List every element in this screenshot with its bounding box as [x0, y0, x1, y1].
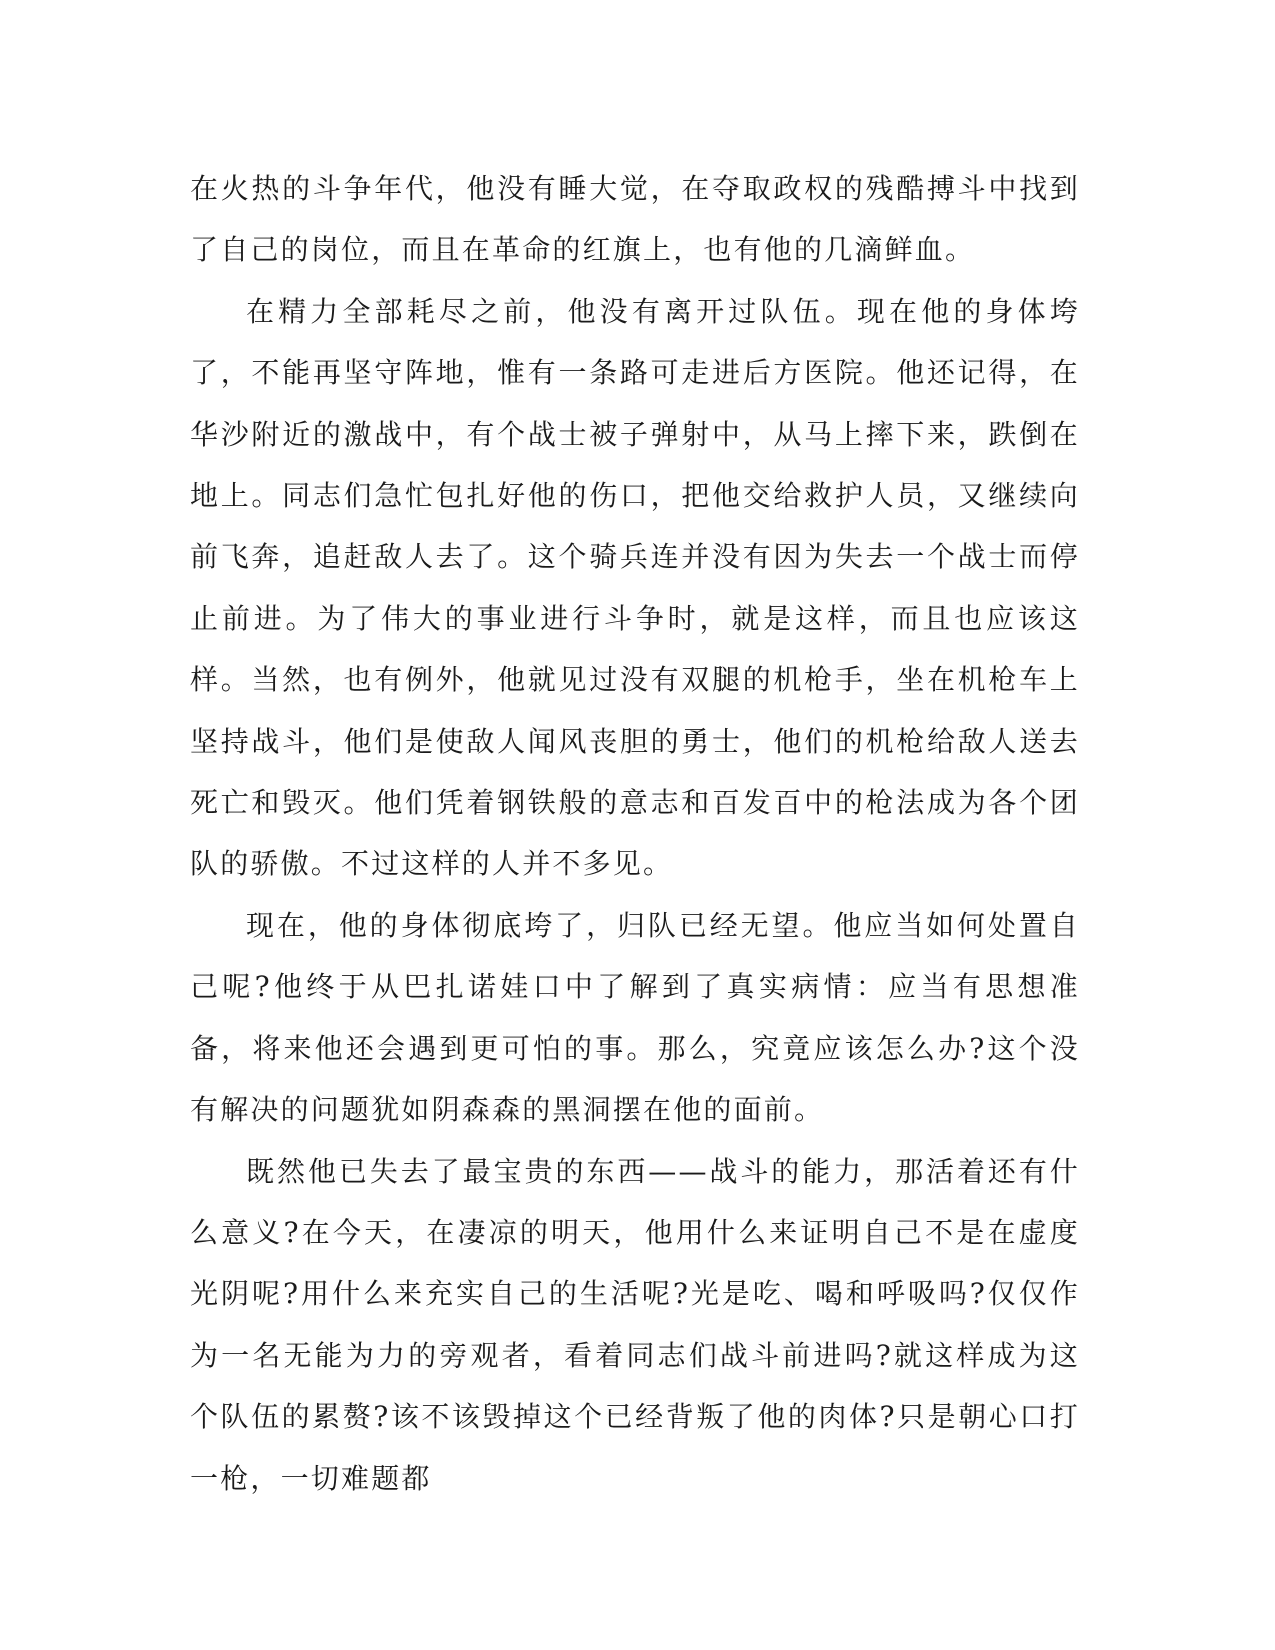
paragraph-3: 现在，他的身体彻底垮了，归队已经无望。他应当如何处置自己呢?他终于从巴扎诺娃口中了解到了真实病情：应当有思想准备，将来他还会遇到更可怕的事。那么，究竟应该怎么办?这个没有解决的问题犹如阴森森的黑洞摆在他的面前。 — [190, 908, 1080, 1127]
body-text — [190, 158, 1080, 1509]
paragraph-2: 在精力全部耗尽之前，他没有离开过队伍。现在他的身体垮了，不能再坚守阵地，惟有一条路可走进后方医院。他还记得，在华沙附近的激战中，有个战士被子弹射中，从马上摔下来，跌倒在地上。同志们急忙包扎好他的伤口，把他交给救护人员，又继续向前飞奔，追赶敌人去了。这个骑兵连并没有因为失去一个战士而停止前进。为了伟大的事业进行斗争时，就是这样，而且也应该这样。当然，也有例外，他就见过没有双腿的机枪手，坐在机枪车上坚持战斗，他们是使敌人闻风丧胆的勇士，他们的机枪给敌人送去死亡和毁灭。他们凭着钢铁般的意志和百发百中的枪法成为各个团队的骄傲。不过这样的人并不多见。 — [190, 294, 1080, 881]
paragraph-4: 既然他已失去了最宝贵的东西——战斗的能力，那活着还有什么意义?在今天，在凄凉的明天，他用什么来证明自己不是在虚度光阴呢?用什么来充实自己的生活呢?光是吃、喝和呼吸吗?仅仅作为一名无能为力的旁观者，看着同志们战斗前进吗?就这样成为这个队伍的累赘?该不该毁掉这个已经背叛了他的肉体?只是朝心口打一枪，一切难题都 — [190, 1154, 1080, 1495]
paragraph-1: 在火热的斗争年代，他没有睡大觉，在夺取政权的残酷搏斗中找到了自己的岗位，而且在革命的红旗上，也有他的几滴鲜血。 — [190, 172, 1080, 267]
